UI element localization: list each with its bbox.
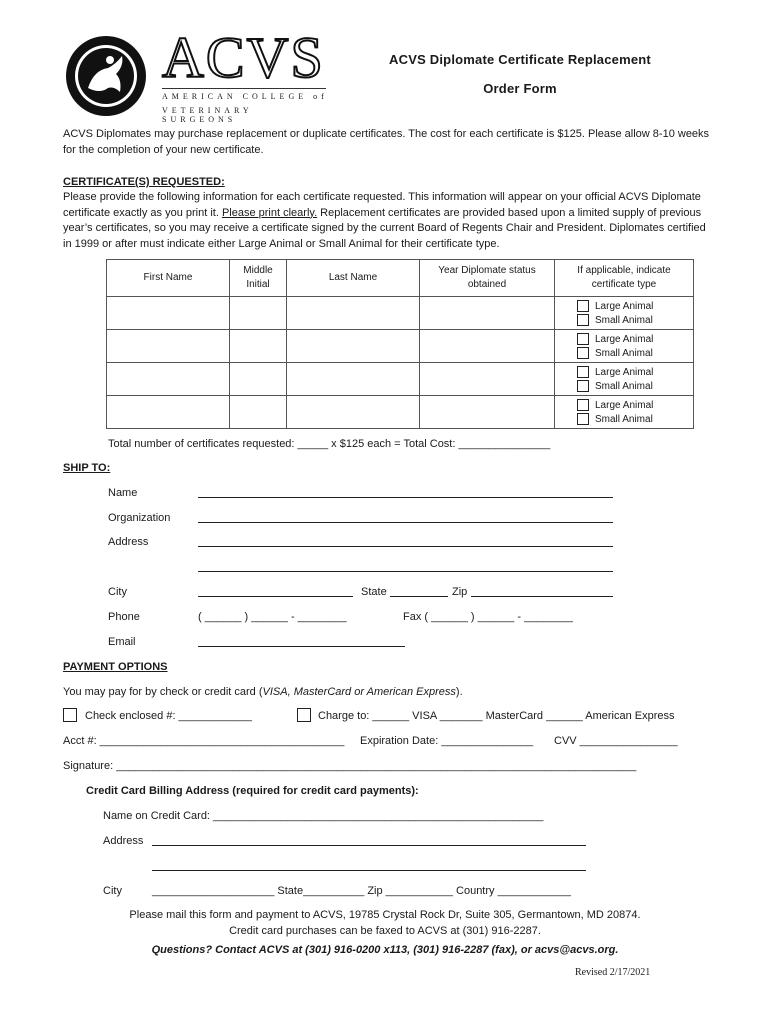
ship-email-label: Email <box>108 636 136 648</box>
ship-email-field[interactable] <box>198 635 405 647</box>
large-animal-checkbox[interactable] <box>577 366 589 378</box>
acvs-logo <box>64 25 330 124</box>
last-name-cell[interactable] <box>287 297 420 330</box>
billing-city-label: City <box>103 885 122 897</box>
col-cert-type: If applicable, indicate certificate type <box>555 260 694 297</box>
cert-type-cell: Large Animal Small Animal <box>555 396 694 429</box>
ship-name-field[interactable] <box>198 486 613 498</box>
signature-field[interactable]: Signature: _____________________________________________________________________________________ <box>63 760 637 772</box>
org-full-line1: AMERICAN COLLEGE of <box>162 92 328 101</box>
acct-number-field[interactable]: Acct #: ________________________________________ <box>63 735 345 747</box>
certificates-description: Please provide the following information for each certificate requested. This information will appear on your official ACVS Diplomate certificate exactly as you print it. Please print clearly. Replacement certificates are provided based upon a limited supply of previous year’s certificates, so you may receive a certificate signed by the current Board of Regents Chair and President. Diplomates certified in 1999 or after must indicate either Large Animal or Small Animal for their certificate type. <box>63 191 706 250</box>
year-cell[interactable] <box>420 363 555 396</box>
logo-rule <box>162 88 326 89</box>
charge-to-label: Charge to: ______ VISA _______ MasterCard ______ American Express <box>318 710 675 722</box>
col-year: Year Diplomate status obtained <box>420 260 555 297</box>
year-cell[interactable] <box>420 330 555 363</box>
col-first-name: First Name <box>107 260 230 297</box>
middle-initial-cell[interactable] <box>230 330 287 363</box>
certificates-heading: CERTIFICATE(S) REQUESTED: <box>63 176 225 188</box>
ship-fax-field[interactable]: Fax ( ______ ) ______ - ________ <box>403 611 574 623</box>
ship-name-label: Name <box>108 487 138 499</box>
form-title-line2: Order Form <box>483 81 557 96</box>
revised-date: Revised 2/17/2021 <box>575 967 651 978</box>
ship-organization-label: Organization <box>108 512 171 524</box>
acvs-seal-icon <box>64 34 148 118</box>
charge-to-checkbox[interactable] <box>297 708 311 722</box>
total-cost-line[interactable]: Total number of certificates requested: _____ x $125 each = Total Cost: _______________ <box>108 438 551 450</box>
org-full-line2: VETERINARY SURGEONS <box>162 106 253 124</box>
first-name-cell[interactable] <box>107 396 230 429</box>
year-cell[interactable] <box>420 297 555 330</box>
last-name-cell[interactable] <box>287 363 420 396</box>
certificate-table <box>106 259 694 429</box>
ship-address-label: Address <box>108 536 149 548</box>
billing-address-label: Address <box>103 835 144 847</box>
ship-city-label: City <box>108 586 127 598</box>
ship-organization-field[interactable] <box>198 511 613 523</box>
ship-to-heading: SHIP TO: <box>63 462 111 474</box>
check-enclosed-label: Check enclosed #: ____________ <box>85 710 252 722</box>
org-name: ACVS <box>162 25 325 90</box>
col-middle-initial: Middle Initial <box>230 260 287 297</box>
billing-address-field-1[interactable] <box>152 834 586 846</box>
large-animal-checkbox[interactable] <box>577 300 589 312</box>
middle-initial-cell[interactable] <box>230 363 287 396</box>
questions-contact: Questions? Contact ACVS at (301) 916-0200 x113, (301) 916-2287 (fax), or acvs@acvs.org. <box>151 944 619 956</box>
form-title-line1: ACVS Diplomate Certificate Replacement <box>389 52 651 67</box>
last-name-cell[interactable] <box>287 330 420 363</box>
ship-zip-label: Zip <box>452 586 468 598</box>
cert-type-cell: Large Animal Small Animal <box>555 330 694 363</box>
ship-address-field-2[interactable] <box>198 560 613 572</box>
large-animal-checkbox[interactable] <box>577 399 589 411</box>
ship-state-field[interactable] <box>390 585 448 597</box>
first-name-cell[interactable] <box>107 363 230 396</box>
ship-address-field-1[interactable] <box>198 535 613 547</box>
middle-initial-cell[interactable] <box>230 396 287 429</box>
expiration-date-field[interactable]: Expiration Date: _______________ <box>360 735 534 747</box>
large-animal-checkbox[interactable] <box>577 333 589 345</box>
fax-instructions: Credit card purchases can be faxed to ACVS at (301) 916-2287. <box>229 925 541 937</box>
ship-phone-label: Phone <box>108 611 140 623</box>
year-cell[interactable] <box>420 396 555 429</box>
cert-type-cell: Large Animal Small Animal <box>555 297 694 330</box>
middle-initial-cell[interactable] <box>230 297 287 330</box>
ship-state-label: State <box>361 586 387 598</box>
small-animal-checkbox[interactable] <box>577 413 589 425</box>
billing-address-heading: Credit Card Billing Address (required for credit card payments): <box>86 785 419 797</box>
ship-zip-field[interactable] <box>471 585 613 597</box>
small-animal-checkbox[interactable] <box>577 380 589 392</box>
cvv-field[interactable]: CVV ________________ <box>554 735 678 747</box>
payment-intro: You may pay for by check or credit card (VISA, MasterCard or American Express). <box>63 686 463 698</box>
first-name-cell[interactable] <box>107 297 230 330</box>
ship-phone-field[interactable]: ( ______ ) ______ - ________ <box>198 611 347 623</box>
small-animal-checkbox[interactable] <box>577 314 589 326</box>
ship-city-field[interactable] <box>198 585 353 597</box>
intro-text: ACVS Diplomates may purchase replacement or duplicate certificates. The cost for each certificate is $125. Please allow 8-10 weeks for the completion of your new certificate. <box>63 128 710 156</box>
small-animal-checkbox[interactable] <box>577 347 589 359</box>
cert-type-cell: Large Animal Small Animal <box>555 363 694 396</box>
billing-city-state-zip-country[interactable]: ____________________ State__________ Zip ___________ Country ____________ <box>152 885 571 897</box>
mail-instructions: Please mail this form and payment to ACVS, 19785 Crystal Rock Dr, Suite 305, Germantown, MD 20874. <box>129 909 641 921</box>
last-name-cell[interactable] <box>287 396 420 429</box>
payment-heading: PAYMENT OPTIONS <box>63 661 168 673</box>
billing-address-field-2[interactable] <box>152 859 586 871</box>
col-last-name: Last Name <box>287 260 420 297</box>
first-name-cell[interactable] <box>107 330 230 363</box>
check-enclosed-checkbox[interactable] <box>63 708 77 722</box>
name-on-card-field[interactable]: Name on Credit Card: ______________________________________________________ <box>103 810 544 822</box>
